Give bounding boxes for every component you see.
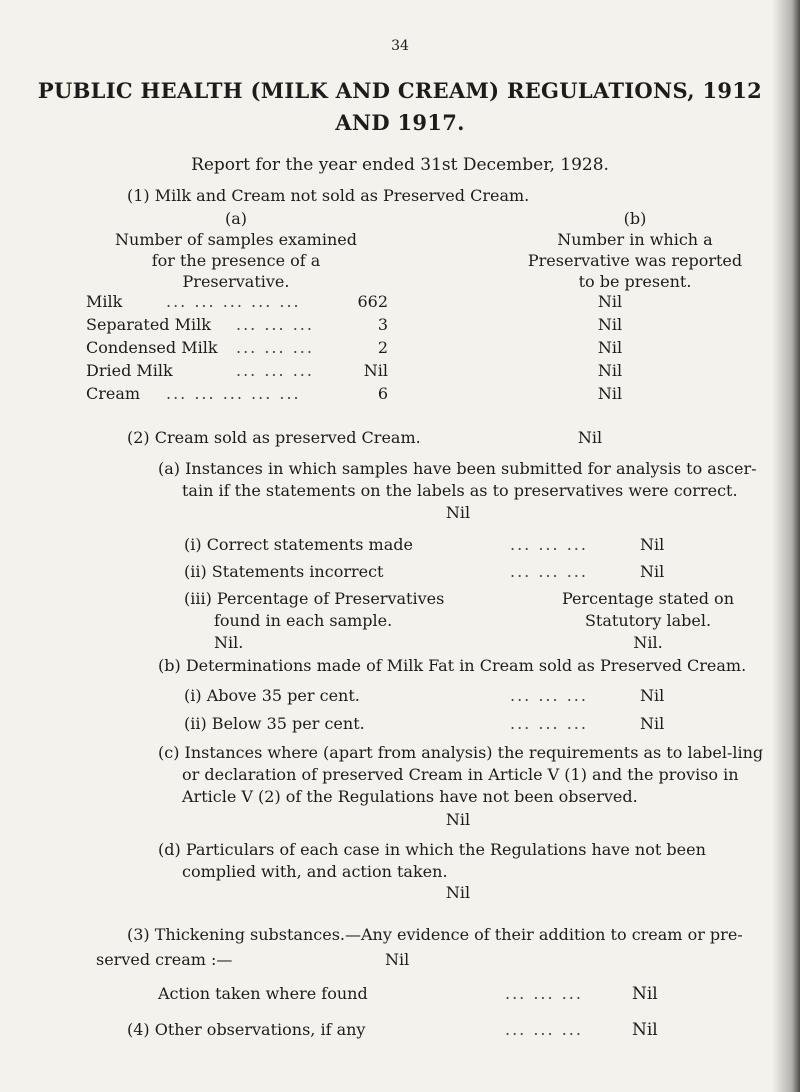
table-row: [86, 292, 766, 315]
report-line: Report for the year ended 31st December, 1928.: [191, 155, 609, 175]
section2-a-value: Nil: [445, 503, 471, 522]
a-item-ii-leader: ... ... ...: [510, 562, 588, 581]
col-b-header-line: Number in which a: [557, 230, 713, 249]
row-value-a: 662: [357, 292, 388, 311]
document-title-line2: AND 1917.: [335, 110, 465, 135]
row-value-b: Nil: [597, 361, 623, 380]
row-value-a: Nil: [363, 361, 388, 380]
b-item-i-label: (i) Above 35 per cent.: [184, 686, 360, 705]
a-item-ii-label: (ii) Statements incorrect: [184, 562, 384, 581]
section4-leader: ... ... ...: [505, 1020, 583, 1039]
row-label: Condensed Milk: [86, 338, 218, 357]
row-value-b: Nil: [597, 338, 623, 357]
row-value-b: Nil: [597, 315, 623, 334]
a-item-ii-value: Nil: [640, 562, 665, 581]
section2-a-text: (a) Instances in which samples have been submitted for analysis to ascer-tain if the statements on the labels as to preservatives were correct.: [158, 459, 757, 500]
page-number: 34: [391, 38, 409, 54]
col-a-header-line: Number of samples examined: [115, 230, 357, 249]
row-leader: ... ... ...: [236, 338, 314, 357]
a-iii-left-line: found in each sample.: [214, 611, 393, 630]
row-leader: ... ... ... ... ...: [166, 384, 301, 403]
a-item-i-value: Nil: [640, 535, 665, 554]
col-a-header: [86, 208, 386, 292]
section4-label: (4) Other observations, if any: [127, 1020, 366, 1039]
section2-heading-value: Nil: [577, 428, 603, 447]
a-item-iii-right: [548, 588, 748, 654]
row-value-a: 6: [377, 384, 388, 403]
row-value-a: 2: [377, 338, 388, 357]
a-iii-left-line: (iii) Percentage of Preservatives: [184, 589, 445, 608]
row-label: Separated Milk: [86, 315, 211, 334]
section3-action-leader: ... ... ...: [505, 984, 583, 1003]
section3-text-line1: (3) Thickening substances.—Any evidence of their addition to cream or pre-: [127, 925, 743, 944]
col-a-header-line: for the presence of a: [151, 251, 321, 270]
row-value-b: Nil: [597, 292, 623, 311]
section1-heading: (1) Milk and Cream not sold as Preserved Cream.: [127, 186, 530, 205]
row-leader: ... ... ...: [236, 361, 314, 380]
b-item-i-value: Nil: [640, 686, 665, 705]
row-label: Dried Milk: [86, 361, 173, 380]
a-iii-right-line: Percentage stated on: [561, 589, 734, 608]
page-edge-shadow: [772, 0, 800, 1092]
section3-action-label: Action taken where found: [158, 984, 368, 1003]
section2-heading: (2) Cream sold as preserved Cream.: [127, 428, 421, 447]
a-item-i-label: (i) Correct statements made: [184, 535, 413, 554]
b-item-i-leader: ... ... ...: [510, 686, 588, 705]
table-row: [86, 338, 766, 361]
a-item-i-leader: ... ... ...: [510, 535, 588, 554]
section2-d-text: (d) Particulars of each case in which the Regulations have not been complied with, and action taken.: [158, 840, 706, 881]
section3-action-value: Nil: [632, 984, 658, 1004]
table-row: [86, 315, 766, 338]
a-item-iii-left: [184, 588, 444, 654]
section4-value: Nil: [632, 1020, 658, 1040]
row-leader: ... ... ...: [236, 315, 314, 334]
row-label: Cream: [86, 384, 141, 403]
col-b-label: (b): [623, 209, 647, 228]
section2-d-value: Nil: [445, 883, 471, 902]
section2-c-text: (c) Instances where (apart from analysis) the requirements as to label-ling or declaration of preserved Cream in Article V (1) and the proviso in Article V (2) of the Regulations have not been observed.: [158, 743, 764, 806]
a-iii-right-line: Statutory label.: [584, 611, 712, 630]
section3-text-line2: served cream :—: [96, 950, 233, 969]
section3-text-line2-value: Nil: [385, 950, 410, 969]
col-b-header-line: to be present.: [578, 272, 692, 291]
col-b-header: [490, 208, 780, 292]
b-item-ii-label: (ii) Below 35 per cent.: [184, 714, 365, 733]
table-row: [86, 384, 766, 407]
row-value-b: Nil: [597, 384, 623, 403]
document-title-line1: PUBLIC HEALTH (MILK AND CREAM) REGULATIONS, 1912: [37, 78, 763, 103]
section2-b-heading: (b) Determinations made of Milk Fat in Cream sold as Preserved Cream.: [158, 656, 747, 675]
b-item-ii-value: Nil: [640, 714, 665, 733]
table-row: [86, 361, 766, 384]
row-label: Milk: [86, 292, 123, 311]
row-value-a: 3: [377, 315, 388, 334]
col-b-header-line: Preservative was reported: [527, 251, 743, 270]
col-a-label: (a): [224, 209, 248, 228]
section1-table: [86, 292, 766, 407]
b-item-ii-leader: ... ... ...: [510, 714, 588, 733]
a-iii-left-line: Nil.: [214, 633, 244, 652]
a-iii-right-line: Nil.: [633, 633, 663, 652]
section2-c-value: Nil: [445, 810, 471, 829]
row-leader: ... ... ... ... ...: [166, 292, 301, 311]
col-a-header-line: Preservative.: [182, 272, 290, 291]
